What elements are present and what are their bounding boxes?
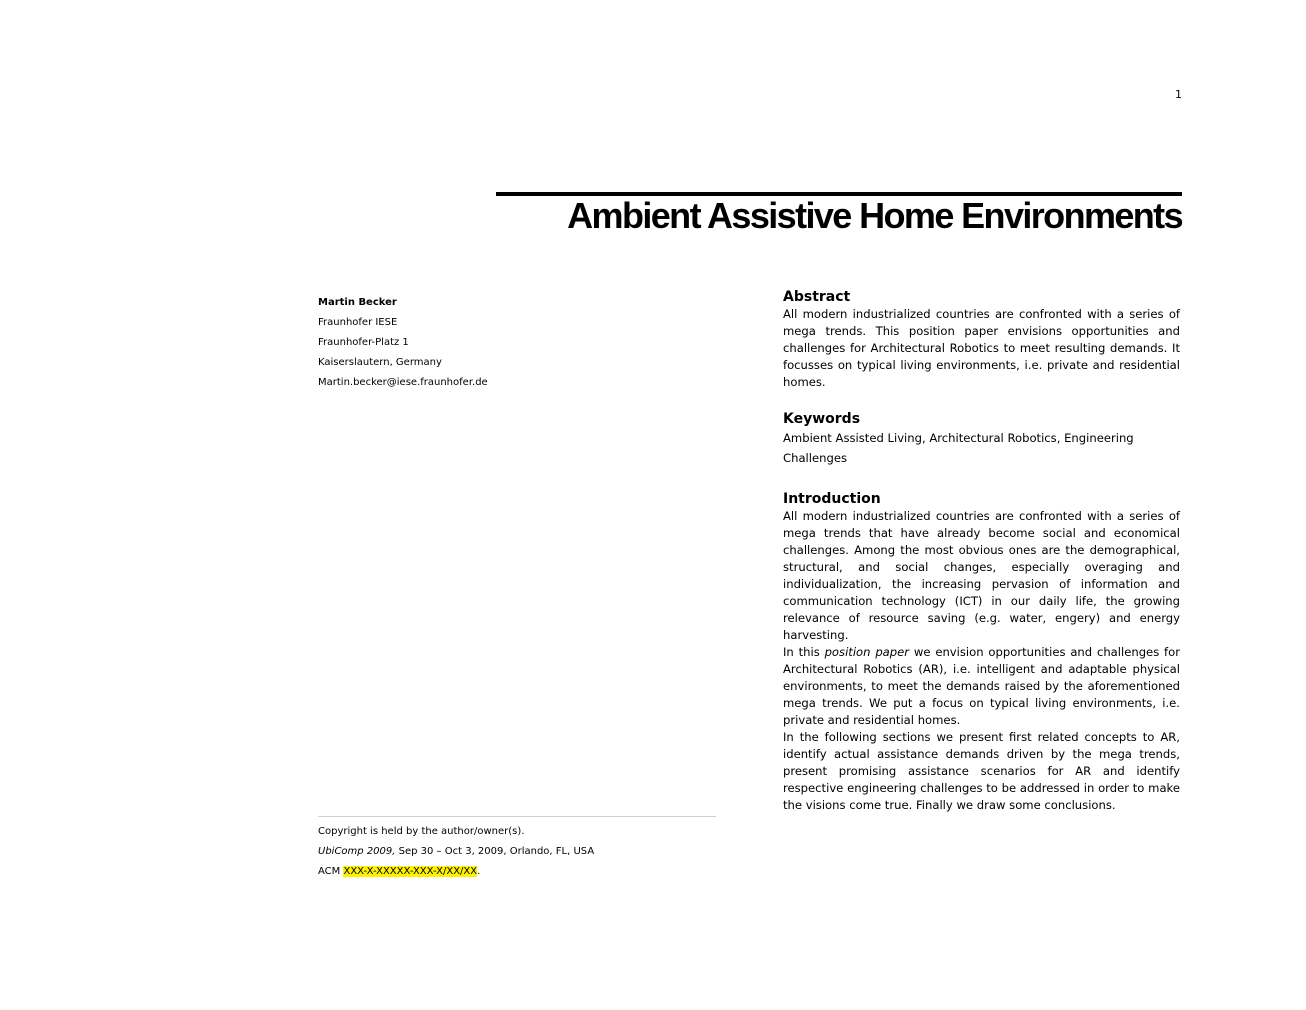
acm-line [318,862,718,882]
paragraph-2-emphasis: position paper [824,645,910,659]
introduction-section [783,491,1180,814]
introduction-paragraph-1: All modern industrialized countries are confronted with a series of mega trends that have already become social and economical challenges. Among the most obvious ones are the demographical, structural, and social changes, especially overaging and individualization, the increasing pervasion of information and communication technology (ICT) in our daily life, the growing relevance of resource saving (e.g. water, engery) and energy harvesting. [783,509,1180,642]
copyright-notice: Copyright is held by the author/owner(s). [318,826,525,837]
author-address: Fraunhofer-Platz 1 [318,337,409,348]
abstract-section [783,289,1180,391]
paragraph-2-body: we envision opportunities and challenges for Architectural Robotics (AR), i.e. intelligent and adaptable physical environments, to meet the demands raised by the aforementioned mega trends. We put a focus on typical living environments, i.e. private and residential homes. [783,645,1180,727]
author-block [318,293,718,393]
keywords-section [783,411,1180,468]
venue-details: Sep 30 – Oct 3, 2009, Orlando, FL, USA [395,846,595,857]
author-city: Kaiserslautern, Germany [318,357,442,368]
venue-name: UbiComp 2009, [318,846,396,857]
venue-line [318,842,718,862]
footer-rule [318,816,716,817]
author-affiliation: Fraunhofer IESE [318,317,398,328]
keywords-text: Ambient Assisted Living, Architectural Robotics, Engineering Challenges [783,431,1134,465]
author-name: Martin Becker [318,297,397,308]
introduction-paragraph-3: In the following sections we present first related concepts to AR, identify actual assistance demands driven by the mega trends, present promising assistance scenarios for AR and identify respective engineering challenges to be addressed in order to make the visions come true. Finally we draw some conclusions. [783,730,1180,812]
abstract-text: All modern industrialized countries are confronted with a series of mega trends. This position paper envisions opportunities and challenges for Architectural Robotics to meet resulting demands. It focusses on typical living environments, i.e. private and residential homes. [783,307,1180,389]
author-email: Martin.becker@iese.fraunhofer.de [318,377,488,388]
abstract-heading: Abstract [783,289,851,305]
acm-prefix: ACM [318,866,344,877]
introduction-heading: Introduction [783,491,881,507]
introduction-paragraph-2 [783,644,1180,729]
paragraph-2-lead: In this [783,645,825,659]
acm-code: XXX-X-XXXXX-XXX-X/XX/XX [343,866,478,877]
copyright-block [318,822,718,882]
keywords-heading: Keywords [783,411,861,427]
paper-title: Ambient Assistive Home Environments [567,195,1182,236]
page-number: 1 [1175,88,1182,101]
acm-suffix: . [477,866,481,877]
